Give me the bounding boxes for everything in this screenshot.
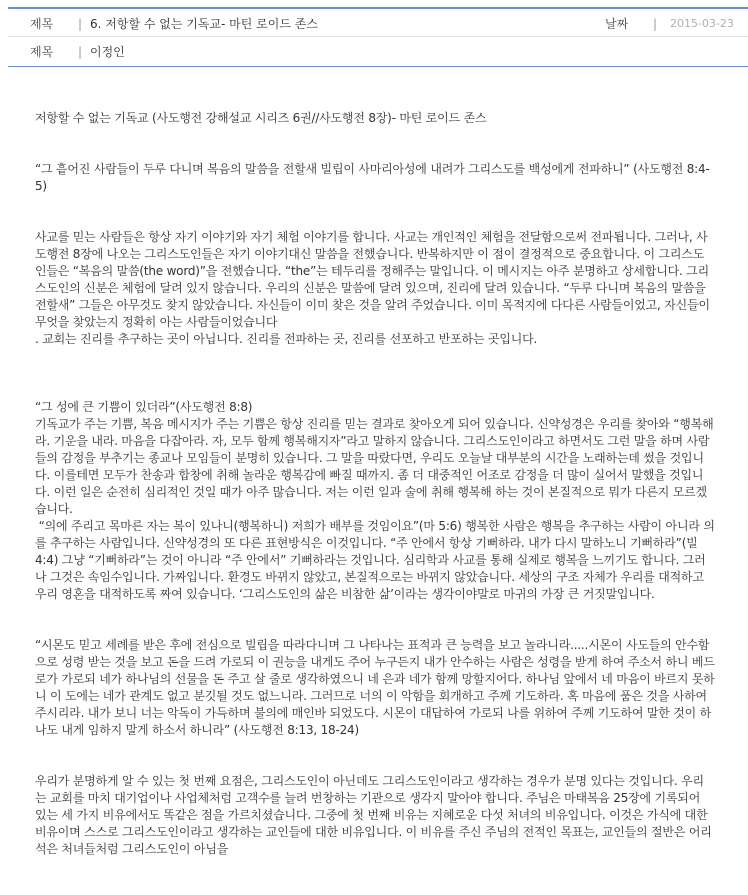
- author-separator: |: [78, 45, 83, 59]
- post-header: [8, 7, 748, 67]
- paragraph-joy: 기독교가 주는 기쁨, 복음 메시지가 주는 기쁨은 항상 진리를 믿는 결과로 찾아오게 되어 있습니다. 신약성경은 우리를 찾아와 “행복해라. 기운을 내라. 마음을 다잡아라. 자, 모두 함께 행복해지자”라고 말하지 않습니다. 그리스도인이라고 하면서도 그런 말을 하며 사람들의 감정을 부추기는 종교나 모임들이 분명히 있습니다. 그 말을 따랐다면, 우리도 오늘날 대부분의 시간을 노래하는데 썼을 것입니다. 이를테면 모두가 찬송과 합창에 취해 놀라운 행복감에 빠질 때까지. 좀 더 대중적인 어조로 감정을 더 많이 실어서 말했을 것입니다. 이런 일은 순전히 심리적인 것일 때가 아주 많습니다. 저는 이런 일과 술에 취해 행복해 하는 것이 본질적으로 뭐가 다른지 모르겠습니다.: [35, 417, 714, 516]
- paragraph-first-point: 우리가 분명하게 알 수 있는 첫 번째 요점은, 그리스도인이 아닌데도 그리스도인이라고 생각하는 경우가 분명 있다는 것입니다. 우리는 교회를 마치 대기업이나 사업체처럼 고객수를 늘려 번창하는 기관으로 생각지 말아야 합니다. 주님은 마태복음 25장에 기록되어 있는 세 가지 비유에서도 똑같은 점을 가르치셨습니다. 그중에 첫 번째 비유는 지혜로운 다섯 처녀의 비유입니다. 이것은 가식에 대한 비유이며 스스로 그리스도인이라고 생각하는 교인들에 대한 비유입니다. 이 비유를 주신 주님의 전적인 목표는, 교인들의 절반은 어리석은 처녀들처럼 그리스도인이 아님을: [35, 774, 712, 856]
- post-author: 이정인: [90, 45, 125, 59]
- title-label: 제목: [30, 17, 54, 31]
- post-date: 2015-03-23: [670, 17, 734, 30]
- header-title-row: [8, 7, 748, 37]
- post-body: [35, 110, 715, 858]
- quote-acts-8-13: “시몬도 믿고 세례를 받은 후에 전심으로 빌립을 따라다니며 그 나타나는 표적과 큰 능력을 보고 놀라니라.....시몬이 사도들의 안수함으로 성령 받는 것을 보고 돈을 드려 가로되 이 권능을 내게도 주어 누구든지 내가 안수하는 사람은 성령을 받게 하여 주소서 하니 베드로가 가로되 네가 하나님의 선물을 돈 주고 살 줄로 생각하였으니 네 은과 네가 함께 망할지어다. 하나님 앞에서 네 마음이 바르지 못하니 이 도에는 네가 관계도 없고 분깃될 것도 없느니라. 그러므로 너의 이 악함을 회개하고 주께 기도하라. 혹 마음에 품은 것을 사하여 주시리라. 내가 보니 너는 악독이 가득하며 불의에 매인바 되었도다. 시몬이 대답하여 가로되 나를 위하여 주께 기도하여 말한 것이 하나도 내게 임하지 말게 하소서 하니라” (사도행전 8:13, 18-24): [35, 638, 715, 737]
- paragraph-righteousness: “의에 주리고 목마른 자는 복이 있나니(행복하니) 저희가 배부를 것임이요”(마 5:6) 행복한 사람은 행복을 추구하는 사람이 아니라 의를 추구하는 사람입니다. 신약성경의 또 다른 표현방식은 이것입니다. “주 안에서 항상 기뻐하라. 내가 다시 말하노니 기뻐하라”(빌 4:4) 그냥 “기뻐하라”는 것이 아니라 “주 안에서” 기뻐하라는 것입니다. 심리학과 사교를 통해 실제로 행복을 느끼기도 합니다. 그러나 그것은 속임수입니다. 가짜입니다. 환경도 바뀌지 않았고, 본질적으로는 바뀌지 않았습니다. 세상의 구조 자체가 우리를 대적하고 우리 영혼을 대적하도록 짜여 있습니다. ‘그리스도인의 삶은 비참한 삶’이라는 생각이야말로 마귀의 가장 큰 거짓말입니다.: [35, 519, 715, 601]
- paragraph-church: . 교회는 진리를 추구하는 곳이 아닙니다. 진리를 전파하는 곳, 진리를 선포하고 반포하는 곳입니다.: [35, 332, 538, 346]
- paragraph-word: 사교를 믿는 사람들은 항상 자기 이야기와 자기 체험 이야기를 합니다. 사교는 개인적인 체험을 전달함으로써 전파됩니다. 그러나, 사도행전 8장에 나오는 그리스도인들은 자기 이야기대신 말씀을 전했습니다. 반복하지만 이 점이 결정적으로 중요합니다. 이 그리스도인들은 “복음의 말씀(the word)”을 전했습니다. “the”는 테두리를 정해주는 말입니다. 이 메시지는 아주 분명하고 상세합니다. 그리스도인의 신분은 체험에 달려 있지 않습니다. 우리의 신분은 말씀에 달려 있으며, 진리에 달려 있습니다. “두루 다니며 복음의 말씀을 전할새” 그들은 아무것도 찾지 않았습니다. 자신들이 이미 찾은 것을 알려 주었습니다. 이미 목적지에 다다른 사람들이었고, 자신들이 무엇을 찾았는지 정확히 아는 사람들이었습니다: [35, 230, 714, 329]
- quote-acts-8-8: “그 성에 큰 기쁨이 있더라”(사도행전 8:8): [35, 400, 253, 414]
- header-author-row: [8, 37, 748, 67]
- body-heading: 저항할 수 없는 기독교 (사도행전 강해설교 시리즈 6권//사도행전 8장)- 마틴 로이드 존스: [35, 111, 487, 125]
- date-separator: |: [653, 17, 658, 31]
- title-separator: |: [78, 17, 83, 31]
- author-label: 제목: [30, 45, 54, 59]
- post-title: 6. 저항할 수 없는 기독교- 마틴 로이드 존스: [90, 17, 318, 31]
- date-label: 날짜: [605, 17, 629, 31]
- quote-acts-8-4: “그 흩어진 사람들이 두루 다니며 복음의 말씀을 전할새 빌립이 사마리아성에 내려가 그리스도를 백성에게 전파하니” (사도행전 8:4-5): [35, 162, 710, 193]
